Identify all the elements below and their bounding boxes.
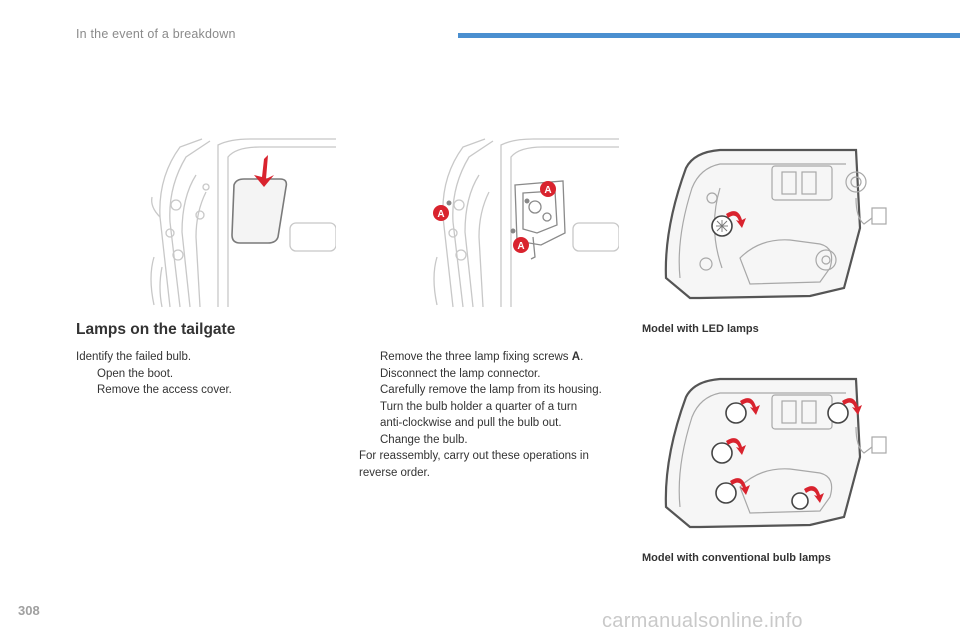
step-text: Remove the access cover. [97,384,232,396]
conventional-model-caption: Model with conventional bulb lamps [642,552,831,564]
intro-text: Identify the failed bulb. [76,351,192,363]
checkbox-bullet-icon [359,399,380,432]
instruction-step [359,382,624,399]
screw-a-marker [433,205,449,221]
instruction-step [359,399,624,432]
instructions-column-2 [359,349,624,481]
watermark: carmanualsonline.info [602,610,803,632]
instruction-step [76,382,326,399]
svg-text:A: A [544,185,552,196]
instruction-step [359,349,624,366]
svg-text:A: A [437,209,445,220]
conventional-lamp-illustration [660,377,895,529]
step-text: Disconnect the lamp connector. [380,367,541,380]
checkbox-bullet-icon [76,366,97,383]
checkbox-bullet-icon [359,432,380,449]
step-text: Remove the three lamp fixing screws A. [380,351,584,363]
led-lamp-illustration [660,148,895,300]
instruction-step [76,366,326,383]
screw-reference: A [571,351,581,363]
screw-a-marker [513,237,529,253]
step-text: Carefully remove the lamp from its housing. [380,384,602,396]
checkbox-bullet-icon [76,382,97,399]
outro-text: For reassembly, carry out these operations in [359,450,589,462]
checkbox-bullet-icon [359,366,380,383]
instruction-step [359,366,624,383]
outro-text: reverse order. [359,466,430,479]
section-title: Lamps on the tailgate [76,321,236,338]
step-text: Open the boot. [97,367,174,380]
screw-a-marker [540,181,556,197]
step-text: Turn the bulb holder a quarter of a turn anti-clockwise and pull the bulb out. [380,400,578,429]
checkbox-bullet-icon [359,349,380,366]
instructions-column-1 [76,349,326,399]
tailgate-lamp-screws-illustration [423,137,619,313]
page-header-title: In the event of a breakdown [76,27,236,41]
instruction-step [359,432,624,449]
step-text: Change the bulb. [380,433,468,446]
page-number: 308 [18,603,40,618]
tailgate-access-cover-illustration [140,137,336,313]
svg-text:A: A [517,241,525,252]
header-accent-bar [458,33,960,38]
led-model-caption: Model with LED lamps [642,323,759,335]
checkbox-bullet-icon [359,382,380,399]
